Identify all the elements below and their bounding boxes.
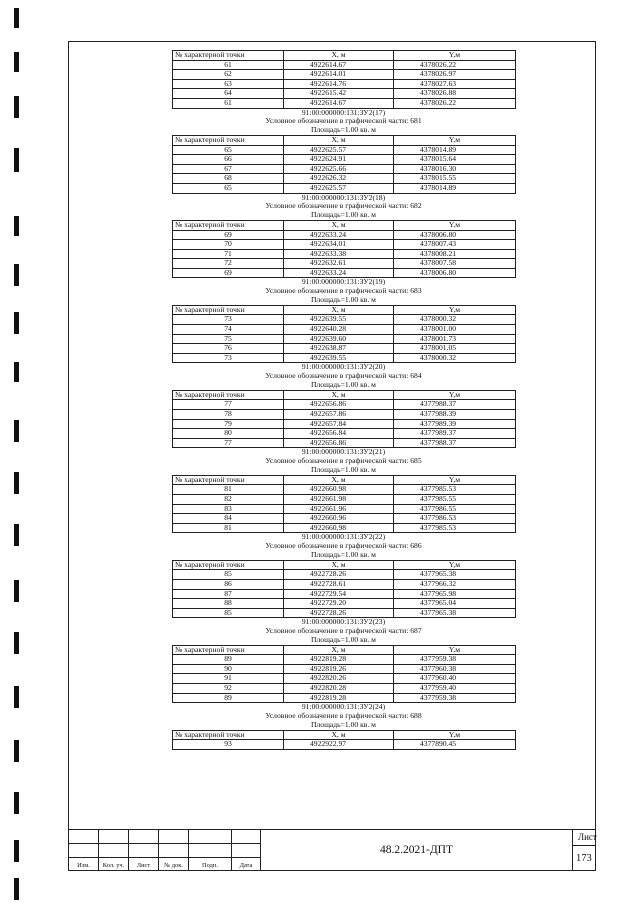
y-cell: 4378001.05: [394, 344, 516, 354]
cadastral-number: 91:00:000000:131:ЗУ2(22): [301, 532, 386, 542]
point-number-cell: 81: [173, 485, 284, 495]
graphic-designation: Условное обозначение в графической части: 682: [265, 201, 422, 211]
cadastral-number: 91:00:000000:131:ЗУ2(19): [301, 277, 386, 287]
point-number-cell: 76: [173, 344, 284, 354]
parcel-info: [172, 703, 515, 729]
y-cell: 4378007.58: [394, 259, 516, 269]
x-cell: 4922633.24: [284, 230, 394, 240]
x-cell: 4922634.01: [284, 240, 394, 250]
point-number-cell: 84: [173, 514, 284, 524]
x-cell: 4922656.86: [284, 400, 394, 410]
parcel-area: Площадь=1.00 кв. м: [311, 295, 376, 305]
table-row: [173, 684, 516, 694]
x-cell: 4922819.28: [284, 655, 394, 665]
table-row: [173, 325, 516, 335]
x-cell: 4922922.97: [284, 740, 394, 750]
x-header: X, м: [284, 730, 394, 740]
cadastral-number: 91:00:000000:131:ЗУ2(18): [301, 192, 386, 202]
x-header: X, м: [284, 135, 394, 145]
x-cell: 4922729.54: [284, 589, 394, 599]
table-row: [173, 655, 516, 665]
x-header: X, м: [284, 560, 394, 570]
x-header: X, м: [284, 475, 394, 485]
y-cell: 4377988.39: [394, 410, 516, 420]
coordinates-table: [172, 220, 516, 279]
table-header-row: [173, 305, 516, 315]
table-row: [173, 664, 516, 674]
x-cell: 4922625.66: [284, 164, 394, 174]
y-header: Y,м: [394, 135, 516, 145]
y-cell: 4378008.21: [394, 249, 516, 259]
point-number-cell: 92: [173, 684, 284, 694]
y-cell: 4378014.89: [394, 183, 516, 193]
table-header-row: [173, 560, 516, 570]
x-cell: 4922820.26: [284, 674, 394, 684]
coordinates-table: [172, 50, 516, 109]
y-header: Y,м: [394, 645, 516, 655]
table-row: [173, 155, 516, 165]
cadastral-number: 91:00:000000:131:ЗУ2(21): [301, 447, 386, 457]
x-cell: 4922624.91: [284, 155, 394, 165]
graphic-designation: Условное обозначение в графической части: 683: [265, 286, 422, 296]
y-header: Y,м: [394, 390, 516, 400]
parcel-info: [172, 448, 515, 474]
x-cell: 4922728.26: [284, 608, 394, 618]
coordinates-table: [172, 305, 516, 364]
point-number-cell: 85: [173, 608, 284, 618]
y-header: Y,м: [394, 51, 516, 61]
x-cell: 4922615.42: [284, 89, 394, 99]
x-cell: 4922819.28: [284, 693, 394, 703]
y-cell: 4377965.98: [394, 589, 516, 599]
table-row: [173, 494, 516, 504]
document-code: 48.2.2021-ДПТ: [379, 844, 453, 856]
parcel-area: Площадь=1.00 кв. м: [311, 719, 376, 729]
x-cell: 4922639.55: [284, 353, 394, 363]
table-row: [173, 400, 516, 410]
graphic-designation: Условное обозначение в графической части: 686: [265, 541, 422, 551]
stamp-label-signature: Подп.: [202, 862, 218, 869]
x-header: X, м: [284, 390, 394, 400]
table-row: [173, 60, 516, 70]
table-row: [173, 589, 516, 599]
x-cell: 4922614.67: [284, 98, 394, 108]
y-cell: 4377959.40: [394, 684, 516, 694]
point-number-cell: 69: [173, 268, 284, 278]
x-header: X, м: [284, 220, 394, 230]
table-row: [173, 89, 516, 99]
parcel-area: Площадь=1.00 кв. м: [311, 210, 376, 220]
x-cell: 4922728.26: [284, 570, 394, 580]
y-cell: 4377960.40: [394, 674, 516, 684]
x-header: X, м: [284, 51, 394, 61]
point-number-cell: 81: [173, 523, 284, 533]
parcel-info: [172, 109, 515, 135]
x-cell: 4922660.98: [284, 485, 394, 495]
point-number-cell: 61: [173, 98, 284, 108]
y-cell: 4378006.80: [394, 268, 516, 278]
stamp-label-kol-uch: Кол. уч.: [102, 862, 125, 869]
coordinates-table: [172, 730, 516, 750]
point-number-cell: 83: [173, 504, 284, 514]
stamp-label-date: Дата: [239, 862, 253, 869]
y-cell: 4378026.88: [394, 89, 516, 99]
x-cell: 4922661.96: [284, 504, 394, 514]
x-cell: 4922614.01: [284, 70, 394, 80]
point-number-cell: 63: [173, 79, 284, 89]
point-number-cell: 89: [173, 655, 284, 665]
graphic-designation: Условное обозначение в графической части: 681: [265, 116, 422, 126]
table-header-row: [173, 51, 516, 61]
point-number-cell: 69: [173, 230, 284, 240]
x-cell: 4922633.38: [284, 249, 394, 259]
table-header-row: [173, 645, 516, 655]
x-cell: 4922633.24: [284, 268, 394, 278]
point-number-cell: 77: [173, 400, 284, 410]
x-cell: 4922626.32: [284, 174, 394, 184]
cadastral-number: 91:00:000000:131:ЗУ2(23): [301, 617, 386, 627]
x-cell: 4922729.20: [284, 599, 394, 609]
point-number-cell: 89: [173, 693, 284, 703]
parcel-area: Площадь=1.00 кв. м: [311, 125, 376, 135]
sheet-number: 173: [576, 853, 592, 864]
parcel-info: [172, 278, 515, 304]
point-number-cell: 65: [173, 145, 284, 155]
y-cell: 4378007.43: [394, 240, 516, 250]
point-number-cell: 91: [173, 674, 284, 684]
x-cell: 4922820.28: [284, 684, 394, 694]
x-cell: 4922728.61: [284, 579, 394, 589]
table-row: [173, 429, 516, 439]
parcel-area: Площадь=1.00 кв. м: [311, 464, 376, 474]
stamp-label-izm: Изм.: [77, 862, 90, 869]
y-cell: 4378001.73: [394, 334, 516, 344]
point-number-cell: 75: [173, 334, 284, 344]
y-cell: 4378026.22: [394, 60, 516, 70]
point-number-header: № характерной точки: [173, 220, 284, 230]
parcel-area: Площадь=1.00 кв. м: [311, 549, 376, 559]
table-row: [173, 579, 516, 589]
table-header-row: [173, 135, 516, 145]
parcel-area: Площадь=1.00 кв. м: [311, 380, 376, 390]
table-row: [173, 410, 516, 420]
table-row: [173, 740, 516, 750]
y-cell: 4377965.38: [394, 570, 516, 580]
table-row: [173, 70, 516, 80]
title-block: [68, 829, 596, 871]
x-cell: 4922661.98: [284, 494, 394, 504]
point-number-cell: 71: [173, 249, 284, 259]
point-number-cell: 74: [173, 325, 284, 335]
y-cell: 4377988.37: [394, 400, 516, 410]
parcel-info: [172, 533, 515, 559]
x-cell: 4922657.84: [284, 419, 394, 429]
point-number-cell: 62: [173, 70, 284, 80]
x-cell: 4922632.61: [284, 259, 394, 269]
graphic-designation: Условное обозначение в графической части: 688: [265, 711, 422, 721]
point-number-cell: 61: [173, 60, 284, 70]
y-cell: 4377966.32: [394, 579, 516, 589]
x-cell: 4922660.96: [284, 514, 394, 524]
point-number-cell: 65: [173, 183, 284, 193]
point-number-cell: 86: [173, 579, 284, 589]
x-cell: 4922639.55: [284, 315, 394, 325]
y-cell: 4378015.55: [394, 174, 516, 184]
table-row: [173, 419, 516, 429]
y-cell: 4377985.55: [394, 494, 516, 504]
table-row: [173, 249, 516, 259]
table-row: [173, 145, 516, 155]
table-row: [173, 164, 516, 174]
table-row: [173, 514, 516, 524]
stamp-label-doc-no: № док.: [164, 862, 183, 869]
x-cell: 4922625.57: [284, 183, 394, 193]
table-row: [173, 599, 516, 609]
y-cell: 4377988.37: [394, 438, 516, 448]
x-header: X, м: [284, 645, 394, 655]
y-cell: 4378000.32: [394, 353, 516, 363]
y-cell: 4377989.37: [394, 429, 516, 439]
point-number-header: № характерной точки: [173, 305, 284, 315]
table-row: [173, 183, 516, 193]
x-cell: 4922625.57: [284, 145, 394, 155]
table-row: [173, 334, 516, 344]
point-number-cell: 87: [173, 589, 284, 599]
y-cell: 4377985.53: [394, 485, 516, 495]
y-cell: 4378026.97: [394, 70, 516, 80]
y-cell: 4377959.38: [394, 655, 516, 665]
point-number-cell: 64: [173, 89, 284, 99]
coordinates-table: [172, 390, 516, 449]
x-cell: 4922614.67: [284, 60, 394, 70]
cadastral-number: 91:00:000000:131:ЗУ2(17): [301, 107, 386, 117]
cadastral-number: 91:00:000000:131:ЗУ2(24): [301, 702, 386, 712]
table-row: [173, 504, 516, 514]
x-cell: 4922638.87: [284, 344, 394, 354]
y-cell: 4377965.38: [394, 608, 516, 618]
table-row: [173, 570, 516, 580]
x-cell: 4922640.28: [284, 325, 394, 335]
point-number-header: № характерной точки: [173, 645, 284, 655]
x-cell: 4922656.86: [284, 438, 394, 448]
y-cell: 4378027.63: [394, 79, 516, 89]
point-number-cell: 90: [173, 664, 284, 674]
stamp-label-list: Лист: [136, 862, 151, 869]
graphic-designation: Условное обозначение в графической части: 685: [265, 456, 422, 466]
table-row: [173, 174, 516, 184]
parcel-info: [172, 194, 515, 220]
table-header-row: [173, 220, 516, 230]
y-cell: 4378015.64: [394, 155, 516, 165]
table-row: [173, 344, 516, 354]
y-cell: 4378000.32: [394, 315, 516, 325]
y-header: Y,м: [394, 730, 516, 740]
point-number-cell: 80: [173, 429, 284, 439]
table-row: [173, 98, 516, 108]
point-number-cell: 68: [173, 174, 284, 184]
x-cell: 4922657.86: [284, 410, 394, 420]
point-number-cell: 67: [173, 164, 284, 174]
parcel-area: Площадь=1.00 кв. м: [311, 634, 376, 644]
cadastral-number: 91:00:000000:131:ЗУ2(20): [301, 362, 386, 372]
y-cell: 4377989.39: [394, 419, 516, 429]
table-header-row: [173, 390, 516, 400]
x-header: X, м: [284, 305, 394, 315]
point-number-cell: 85: [173, 570, 284, 580]
coordinates-table: [172, 560, 516, 619]
table-row: [173, 485, 516, 495]
point-number-cell: 66: [173, 155, 284, 165]
x-cell: 4922656.84: [284, 429, 394, 439]
table-header-row: [173, 730, 516, 740]
y-cell: 4377986.55: [394, 504, 516, 514]
y-header: Y,м: [394, 475, 516, 485]
point-number-cell: 79: [173, 419, 284, 429]
coordinates-table: [172, 135, 516, 194]
graphic-designation: Условное обозначение в графической части: 684: [265, 371, 422, 381]
y-cell: 4378014.89: [394, 145, 516, 155]
point-number-cell: 72: [173, 259, 284, 269]
y-cell: 4377959.38: [394, 693, 516, 703]
coordinates-table: [172, 645, 516, 704]
x-cell: 4922819.26: [284, 664, 394, 674]
x-cell: 4922614.76: [284, 79, 394, 89]
point-number-header: № характерной точки: [173, 560, 284, 570]
table-row: [173, 230, 516, 240]
point-number-header: № характерной точки: [173, 730, 284, 740]
point-number-header: № характерной точки: [173, 51, 284, 61]
point-number-header: № характерной точки: [173, 135, 284, 145]
point-number-cell: 73: [173, 353, 284, 363]
y-cell: 4378001.00: [394, 325, 516, 335]
point-number-header: № характерной точки: [173, 475, 284, 485]
y-header: Y,м: [394, 305, 516, 315]
point-number-cell: 78: [173, 410, 284, 420]
x-cell: 4922639.60: [284, 334, 394, 344]
parcel-info: [172, 618, 515, 644]
point-number-header: № характерной точки: [173, 390, 284, 400]
y-cell: 4377985.53: [394, 523, 516, 533]
y-cell: 4378006.80: [394, 230, 516, 240]
table-row: [173, 240, 516, 250]
coordinates-table: [172, 475, 516, 534]
coordinates-content: [172, 50, 515, 750]
point-number-cell: 93: [173, 740, 284, 750]
graphic-designation: Условное обозначение в графической части: 687: [265, 626, 422, 636]
table-row: [173, 315, 516, 325]
table-row: [173, 674, 516, 684]
table-row: [173, 79, 516, 89]
point-number-cell: 88: [173, 599, 284, 609]
y-header: Y,м: [394, 220, 516, 230]
y-cell: 4378026.22: [394, 98, 516, 108]
point-number-cell: 82: [173, 494, 284, 504]
parcel-info: [172, 363, 515, 389]
point-number-cell: 77: [173, 438, 284, 448]
y-cell: 4377965.04: [394, 599, 516, 609]
table-row: [173, 259, 516, 269]
y-cell: 4378016.30: [394, 164, 516, 174]
table-header-row: [173, 475, 516, 485]
y-cell: 4377986.53: [394, 514, 516, 524]
y-header: Y,м: [394, 560, 516, 570]
x-cell: 4922660.98: [284, 523, 394, 533]
point-number-cell: 70: [173, 240, 284, 250]
sheet-label: Лист: [578, 832, 597, 842]
y-cell: 4377960.38: [394, 664, 516, 674]
y-cell: 4377890.45: [394, 740, 516, 750]
point-number-cell: 73: [173, 315, 284, 325]
